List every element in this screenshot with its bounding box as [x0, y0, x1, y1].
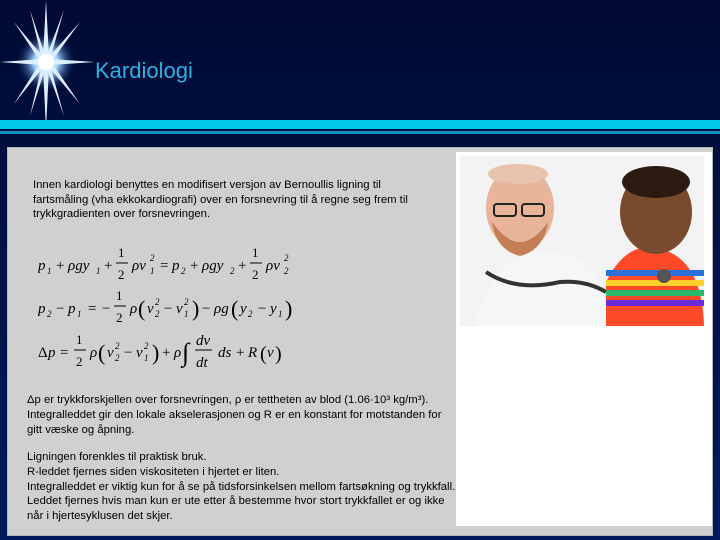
svg-text:2: 2	[230, 266, 235, 276]
svg-text:1: 1	[144, 353, 149, 363]
svg-text:(: (	[231, 296, 239, 321]
svg-text:−: −	[258, 301, 267, 317]
svg-text:2: 2	[181, 266, 186, 276]
svg-text:2: 2	[155, 309, 160, 319]
svg-text:+: +	[190, 258, 199, 274]
svg-text:1: 1	[96, 266, 101, 276]
svg-text:ds: ds	[218, 345, 232, 361]
svg-text:(: (	[260, 343, 267, 365]
svg-text:p: p	[48, 345, 56, 361]
svg-text:v: v	[147, 301, 154, 317]
svg-text:+: +	[56, 258, 65, 274]
starburst-logo	[0, 0, 95, 130]
svg-text:2: 2	[184, 297, 189, 307]
svg-text:=: =	[60, 345, 69, 361]
svg-text:+: +	[162, 345, 171, 361]
svg-text:): )	[275, 343, 282, 365]
svg-text:+: +	[104, 258, 113, 274]
svg-text:−: −	[124, 345, 133, 361]
svg-text:(: (	[98, 340, 106, 365]
svg-text:2: 2	[284, 266, 289, 276]
svg-text:): )	[192, 296, 200, 321]
svg-text:ρgy: ρgy	[202, 258, 224, 274]
svg-text:2: 2	[47, 309, 52, 319]
svg-text:p: p	[38, 301, 46, 317]
accent-bar-thin	[0, 131, 720, 134]
svg-text:Δ: Δ	[38, 345, 48, 361]
svg-text:−: −	[56, 301, 65, 317]
svg-text:R: R	[248, 345, 258, 361]
svg-text:2: 2	[118, 267, 125, 282]
svg-text:2: 2	[150, 253, 155, 263]
svg-text:1: 1	[77, 309, 82, 319]
svg-text:2: 2	[116, 310, 123, 325]
svg-text:−: −	[102, 301, 111, 317]
svg-text:2: 2	[248, 309, 253, 319]
svg-text:ρgy: ρgy	[68, 258, 90, 274]
svg-text:v: v	[176, 301, 183, 317]
slide-title: Kardiologi	[95, 58, 193, 83]
doctor-child-photo	[456, 152, 712, 526]
svg-text:2: 2	[284, 253, 289, 263]
accent-bar	[0, 120, 720, 129]
svg-text:v: v	[267, 345, 274, 361]
svg-text:∫: ∫	[182, 338, 190, 367]
svg-text:1: 1	[116, 288, 123, 303]
svg-text:1: 1	[184, 309, 189, 319]
svg-text:ρ: ρ	[90, 345, 98, 361]
svg-text:dt: dt	[196, 355, 208, 371]
svg-text:1: 1	[47, 266, 52, 276]
simplification-text: Ligningen forenkles til praktisk bruk. R-leddet fjernes siden viskositeten i hjertet er liten. Integralleddet er viktig kun for å se på tidsforsinkelsen mellom fartsøkning og trykkfall. Leddet fjernes hvis man kun er ute etter å bestemme hvor stort trykkfallet er og ikke når i hjertesyklusen det skjer.	[27, 451, 456, 523]
svg-text:2: 2	[155, 297, 160, 307]
svg-text:v: v	[107, 345, 114, 361]
svg-text:=: =	[160, 258, 169, 274]
svg-text:−: −	[164, 301, 173, 317]
svg-text:ρ: ρ	[174, 345, 182, 361]
svg-text:2: 2	[115, 341, 120, 351]
svg-text:p: p	[38, 258, 46, 274]
svg-text:−: −	[202, 301, 211, 317]
svg-text:1: 1	[252, 245, 259, 260]
svg-text:+: +	[238, 258, 247, 274]
svg-text:ρv: ρv	[132, 258, 146, 274]
svg-text:p: p	[172, 258, 180, 274]
svg-text:p: p	[68, 301, 76, 317]
intro-text: Innen kardiologi benyttes en modifisert versjon av Bernoullis ligning til fartsmåling (vha ekkokardiografi) over en forsnevring til å regne seg frem til trykkgradienten over forsnevringen.	[33, 179, 408, 221]
svg-text:2: 2	[115, 353, 120, 363]
svg-text:1: 1	[278, 309, 283, 319]
svg-text:y: y	[240, 301, 247, 317]
svg-text:=: =	[88, 301, 97, 317]
svg-text:2: 2	[252, 267, 259, 282]
svg-text:): )	[285, 296, 293, 321]
svg-text:2: 2	[76, 354, 83, 369]
svg-text:y: y	[270, 301, 277, 317]
svg-text:2: 2	[144, 341, 149, 351]
svg-text:v: v	[136, 345, 143, 361]
svg-text:ρg: ρg	[214, 301, 229, 317]
svg-text:(: (	[138, 296, 146, 321]
svg-text:): )	[152, 340, 160, 365]
svg-text:ρ: ρ	[130, 301, 138, 317]
svg-text:ρv: ρv	[266, 258, 280, 274]
explanation-text: Δp er trykkforskjellen over forsnevringen, ρ er tettheten av blod (1.06·10³ kg/m³). Integralleddet gir den lokale akselerasjonen og R er en konstant for motstanden for gitt væske og åpning.	[27, 394, 442, 436]
svg-text:1: 1	[76, 332, 83, 347]
svg-text:+: +	[236, 345, 245, 361]
bernoulli-equations	[38, 237, 338, 377]
svg-text:1: 1	[150, 266, 155, 276]
svg-text:dv: dv	[196, 333, 211, 349]
svg-text:1: 1	[118, 245, 125, 260]
